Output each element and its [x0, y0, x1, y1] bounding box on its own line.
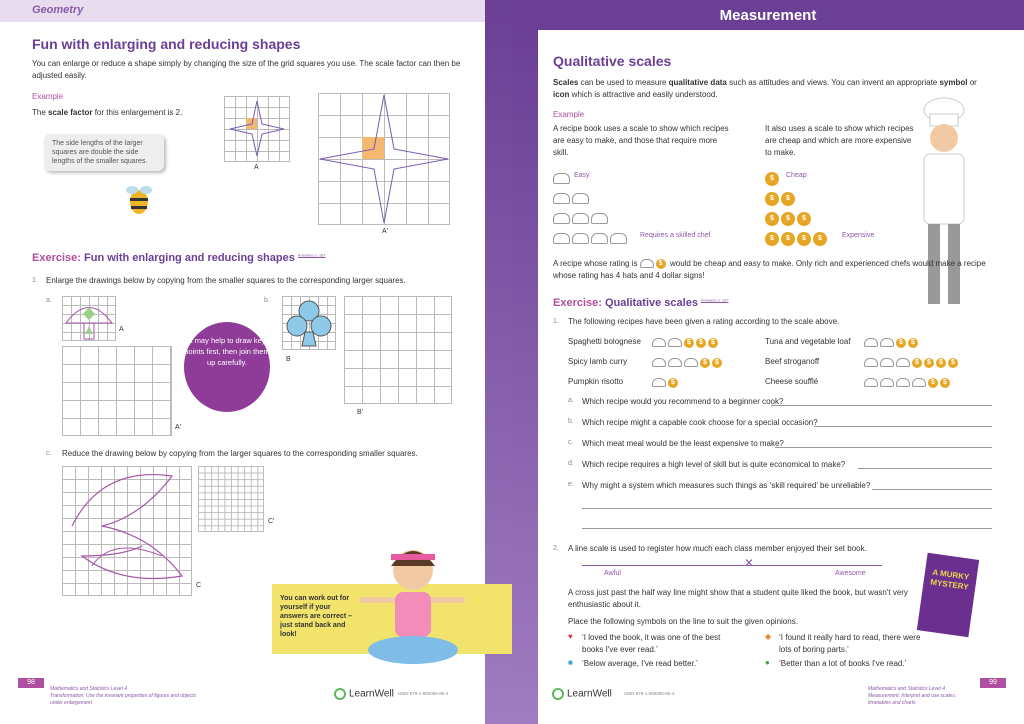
recipe-name: Tuna and vegetable loaf: [765, 337, 851, 346]
large-grid-b: [344, 296, 452, 404]
dollar-coin-icon: $: [668, 378, 678, 388]
right-isbn: ISBN 978-1-990055-85-4: [624, 691, 675, 696]
dollar-coin-icon: $: [765, 192, 779, 206]
skilled-label: Requires a skilled chef: [640, 232, 711, 239]
chef-hat-icon: [572, 193, 589, 204]
chef-hat-icon: [640, 259, 654, 268]
label-a-prime-ex: A': [175, 424, 182, 431]
coin-scale-row: [765, 190, 829, 210]
shape-a-large: [318, 93, 450, 225]
chef-hat-icon: [553, 213, 570, 224]
small-grid-c: [198, 466, 264, 532]
example-label: Example: [32, 92, 64, 101]
girl-illustration: [355, 540, 470, 680]
example-text: The scale factor for this enlargement is 2.: [32, 108, 183, 117]
question-letter: c.: [568, 439, 574, 446]
recipe-rating: [864, 374, 952, 392]
chef-hat-icon: [591, 213, 608, 224]
chef-hat-icon: [864, 358, 878, 367]
right-learnwell-logo: LearnWell: [552, 688, 612, 700]
dollar-coin-icon: $: [781, 212, 795, 226]
chef-hat-icon: [553, 193, 570, 204]
cheap-label: Cheap: [786, 172, 807, 179]
right-q1-number: 1.: [553, 318, 559, 325]
chef-hat-icon: [553, 173, 570, 184]
dollar-coin-icon: $: [708, 338, 718, 348]
dollar-coin-icon: $: [797, 232, 811, 246]
right-answers-link[interactable]: Answers p. 167: [701, 297, 729, 303]
chef-hat-icon: [912, 378, 926, 387]
chef-hat-icon: [591, 233, 608, 244]
hat-scale-row: [553, 210, 629, 230]
question-text: Why might a system which measures such things as ‘skill required’ be unreliable?: [582, 481, 871, 490]
recipe-rating: [864, 334, 920, 352]
chef-hat-icon: [652, 338, 666, 347]
recipe-name: Beef stroganoff: [765, 357, 820, 366]
learnwell-icon: [334, 688, 346, 700]
shape-a-small: [224, 96, 290, 162]
dollar-coin-icon: $: [781, 232, 795, 246]
chef-hat-icon: [880, 338, 894, 347]
left-isbn: ISBN 978-1-990055-85-4: [398, 691, 449, 696]
hat-scale: [553, 170, 629, 250]
chef-hat-icon: [864, 378, 878, 387]
dollar-coin-icon: $: [908, 338, 918, 348]
chef-hat-icon: [896, 358, 910, 367]
right-exercise-heading: Exercise: Qualitative scales $^{Answers p. 167}$: [553, 297, 729, 309]
question-text: Which recipe might a capable cook choose for a special occasion?: [582, 418, 818, 427]
coin-scale: [765, 170, 829, 250]
shape-swirl: [62, 466, 192, 596]
page-number-right: 99: [980, 678, 1006, 688]
qc-text: Reduce the drawing below by copying from the larger squares to the corresponding smaller squares.: [62, 449, 418, 458]
hat-scale-row: [553, 190, 629, 210]
question-letter: e.: [568, 481, 574, 488]
chef-hat-icon: [553, 233, 570, 244]
intro-text: You can enlarge or reduce a shape simply by changing the size of the grid squares you use. The scale factor can then be adjusted easily.: [32, 59, 461, 80]
rating-text: A recipe whose rating is $ would be cheap and easy to make. Only rich and experienced chefs would make a recipe whose rating has 4 hats and 4 dollar signs!: [553, 259, 986, 280]
dollar-coin-icon: $: [928, 378, 938, 388]
q2-text: A line scale is used to register how much each class member enjoyed their set book.: [568, 544, 867, 553]
question-text: Which recipe requires a high level of skill but is quite economical to make?: [582, 460, 846, 469]
dollar-coin-icon: $: [797, 212, 811, 226]
line-scale[interactable]: [582, 565, 882, 566]
opinion-symbol: ♥: [568, 632, 573, 641]
dollar-coin-icon: $: [936, 358, 946, 368]
answer-line[interactable]: [775, 447, 992, 448]
hat-scale-row: [553, 170, 629, 190]
right-header-bar: [512, 0, 1024, 30]
dollar-coin-icon: $: [781, 192, 795, 206]
right-header: Measurement: [719, 7, 817, 24]
coin-scale-row: [765, 230, 829, 250]
right-title: Qualitative scales: [553, 53, 672, 69]
easy-label: Easy: [574, 172, 590, 179]
cross-marker: ✕: [744, 556, 755, 570]
answer-line[interactable]: [872, 489, 992, 490]
right-footer: Mathematics and Statistics Level 4 Measurement: Interpret and use scales, timetables and charts: [868, 686, 957, 706]
chef-hat-icon: [652, 378, 666, 387]
opinion-text: ‘I loved the book, it was one of the best books I've ever read.’: [582, 633, 721, 654]
coin-scale-row: [765, 210, 829, 230]
answer-line[interactable]: [858, 468, 992, 469]
example-left-text: A recipe book uses a scale to show which recipes are easy to make, and those that require more skill.: [553, 124, 729, 157]
chef-hat-icon: [572, 213, 589, 224]
question-letter: a.: [568, 397, 574, 404]
q2c-text: Place the following symbols on the line to suit the given opinions.: [568, 617, 798, 626]
recipe-rating: [652, 334, 720, 352]
recipe-name: Pumpkin risotto: [568, 377, 624, 386]
chef-hat-icon: [864, 338, 878, 347]
answer-line-e2[interactable]: [582, 528, 992, 529]
question-letter: d.: [568, 460, 574, 467]
right-q1-text: The following recipes have been given a rating according to the scale above.: [568, 317, 840, 326]
info-bubble: The side lengths of the larger squares are double the side lengths of the smaller squares.: [44, 134, 164, 171]
hat-scale-row: [553, 230, 629, 250]
right-intro: Scales can be used to measure qualitative data such as attitudes and views. You can invent an appropriate symbol or icon which is attractive and easily understood.: [553, 78, 977, 99]
dollar-coin-icon: $: [696, 338, 706, 348]
left-header: Geometry: [32, 4, 84, 16]
chef-hat-icon: [610, 233, 627, 244]
recipe-name: Spaghetti bolognese: [568, 337, 641, 346]
shape-mushroom: [62, 296, 116, 341]
learnwell-icon: [552, 688, 564, 700]
opinion-text: ‘Below average, I've read better.’: [582, 659, 698, 668]
qa-label: a.: [46, 297, 52, 304]
answers-link[interactable]: Answers p. 167: [297, 252, 326, 258]
q1-number: 1.: [32, 277, 38, 284]
chef-hat-icon: [652, 358, 666, 367]
dollar-coin-icon: $: [712, 358, 722, 368]
q2b-text: A cross just past the half way line might show that a student quite liked the book, but wasn't very enthusiastic about it.: [568, 588, 908, 609]
right-example-label: Example: [553, 110, 585, 119]
dollar-coin-icon: $: [940, 378, 950, 388]
label-b-prime: B': [357, 409, 364, 416]
chef-hat-icon: [668, 358, 682, 367]
dollar-coin-icon: $: [765, 172, 779, 186]
awesome-label: Awesome: [835, 570, 866, 577]
answer-line[interactable]: [814, 426, 992, 427]
answer-line[interactable]: [771, 405, 992, 406]
dollar-coin-icon: $: [700, 358, 710, 368]
label-b: B: [286, 356, 291, 363]
example-right-text: It also uses a scale to show which recipes are cheap and which are more expensive to make.: [765, 124, 914, 157]
large-grid-a-ex: [62, 346, 172, 436]
opinion-symbol: ●: [765, 658, 770, 667]
left-header-bar: [0, 0, 485, 22]
recipe-rating: [864, 354, 960, 372]
question-text: Which recipe would you recommend to a beginner cook?: [582, 397, 784, 406]
question-letter: b.: [568, 418, 574, 425]
chef-hat-icon: [668, 338, 682, 347]
label-a: A: [254, 164, 259, 171]
bee-icon: [124, 180, 154, 218]
tip-blob: It may help to draw key points first, then join them up carefully.: [184, 322, 270, 412]
learnwell-logo: LearnWell: [334, 688, 394, 700]
dollar-coin-icon: $: [896, 338, 906, 348]
right-side-stripe: [512, 30, 538, 724]
opinion-symbol: ◆: [765, 632, 772, 641]
qc-label: c.: [46, 450, 52, 457]
chef-hat-icon: [572, 233, 589, 244]
opinion-text: ‘I found it really hard to read, there were lots of boring parts.’: [779, 633, 921, 654]
shape-club: [282, 296, 336, 350]
chef-hat-icon: [880, 358, 894, 367]
label-a-prime: A': [382, 228, 389, 235]
label-c-prime: C': [268, 518, 275, 525]
exercise-heading: Exercise: Fun with enlarging and reducing shapes $^{Answers p. 167}$: [32, 252, 326, 264]
dollar-coin-icon: $: [948, 358, 958, 368]
dollar-coin-icon: $: [684, 338, 694, 348]
recipe-rating: [652, 374, 680, 392]
dollar-coin-icon: $: [813, 232, 827, 246]
chef-hat-icon: [896, 378, 910, 387]
label-c: C: [196, 582, 202, 589]
dollar-coin-icon: $: [656, 259, 666, 269]
tip-note: You can work out for yourself if your answers are correct – just stand back and look!: [272, 584, 512, 654]
opinion-text: ‘Better than a lot of books I've read.’: [779, 659, 907, 668]
answer-line-e1[interactable]: [582, 508, 992, 509]
chef-hat-icon: [880, 378, 894, 387]
right-page: [512, 0, 1024, 724]
expensive-label: Expensive: [842, 232, 875, 239]
recipe-name: Cheese soufflé: [765, 377, 819, 386]
awful-label: Awful: [604, 570, 621, 577]
dollar-coin-icon: $: [912, 358, 922, 368]
recipe-rating: [652, 354, 724, 372]
dollar-coin-icon: $: [924, 358, 934, 368]
recipe-name: Spicy lamb curry: [568, 357, 628, 366]
opinion-symbol: ■: [568, 658, 573, 667]
page-number-left: 98: [18, 678, 44, 688]
qb-label: b.: [264, 297, 270, 304]
question-text: Which meat meal would be the least expensive to make?: [582, 439, 784, 448]
q2-number: 2.: [553, 545, 559, 552]
left-footer: Mathematics and Statistics Level 4 Transformation: Use the invariant properties of figures and objects under enlargement: [50, 686, 197, 706]
dollar-coin-icon: $: [765, 232, 779, 246]
label-a-ex: A: [119, 326, 124, 333]
book-cover: A MURKY MYSTERY: [917, 553, 979, 637]
dollar-coin-icon: $: [765, 212, 779, 226]
chef-hat-icon: [684, 358, 698, 367]
page-title: Fun with enlarging and reducing shapes: [32, 36, 301, 52]
q1-text: Enlarge the drawings below by copying from the smaller squares to the corresponding larger squares.: [46, 276, 406, 285]
